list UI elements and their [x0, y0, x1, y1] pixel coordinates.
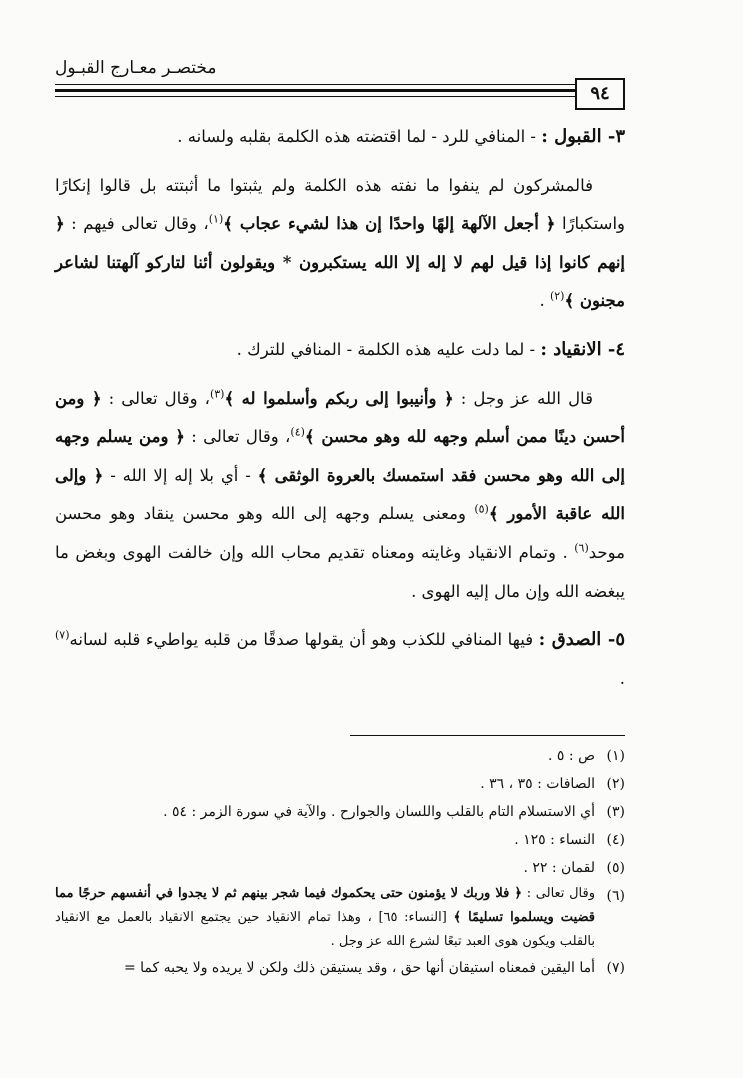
footnote-number: (٣) [606, 804, 625, 820]
footnote-6-text-b: ، وهذا تمام الانقياد حين يجتمع الانقياد بالعمل مع الانقياد بالقلب ويكون هوى العبد تبعًا لشرع الله عز وجل . [55, 910, 595, 949]
footnote-5 [55, 854, 625, 882]
footnotes [55, 742, 625, 982]
book-title: مختصـر معـارج القبـول [55, 58, 217, 78]
item-5-heading: ٥- الصدق : [538, 629, 625, 651]
item-4-heading: ٤- الانقياد : [540, 338, 625, 360]
footnote-6 [55, 882, 625, 954]
footnote-3 [55, 798, 625, 826]
paragraph-2-text-2: ، وقال تعالى : [101, 388, 210, 408]
paragraph-2-text-3: ، وقال تعالى : [184, 427, 291, 447]
footnote-text: الصافات : ٣٥ ، ٣٦ . [480, 776, 595, 792]
quran-verse: ﴿ إنهم كانوا إذا قيل لهم لا إله إلا الله يستكبرون * ويقولون أئنا لتاركو آلهتنا لشاعر مجنون ﴾ [55, 214, 625, 311]
footnote-text [55, 882, 595, 954]
paragraph-2 [55, 380, 625, 612]
footnote-ref: (٦) [574, 541, 589, 555]
footnote-ref: (٧) [55, 628, 70, 642]
footnote-ref: (٤) [290, 425, 305, 439]
paragraph-2-text-5: ومعنى يسلم وجهه إلى الله وهو محسن ينقاد وهو محسن موحد [55, 504, 625, 562]
item-5-text: فيها المنافي للكذب وهو أن يقولها صدقًا من قلبه يواطيء قلبه لسانه [69, 630, 539, 650]
footnote-number: (٥) [606, 860, 625, 876]
item-3 [55, 118, 625, 157]
footnote-ref: (٢) [549, 289, 565, 303]
footnote-number: (٧) [606, 960, 625, 976]
footnote-text: أما اليقين فمعناه استيقان أنها حق ، وقد يستيقن ذلك ولكن لا يريده ولا يحبه كما = [123, 960, 595, 976]
main-text [55, 118, 625, 698]
footnote-ref: (١) [208, 212, 224, 226]
footnote-text: أي الاستسلام التام بالقلب واللسان والجوارح . والآية في سورة الزمر : ٥٤ . [163, 804, 595, 820]
quran-verse: ﴿ أجعل الآلهة إلهًا واحدًا إن هذا لشيء عجاب ﴾ [223, 214, 556, 234]
item-3-text: - المنافي للرد - لما اقتضته هذه الكلمة بقلبه ولسانه . [177, 127, 542, 146]
quran-verse: ﴿ ومن يسلم وجهه إلى الله وهو محسن فقد استمسك بالعروة الوثقى ﴾ [55, 427, 625, 485]
paragraph-2-text: قال الله عز وجل : [453, 388, 593, 408]
quran-verse: ﴿ فلا وربك لا يؤمنون حتى يحكموك فيما شجر بينهم ثم لا يجدوا في أنفسهم حرجًا مما قضيت ويسلموا تسليمًا ﴾ [55, 886, 595, 925]
footnote-text: لقمان : ٢٢ . [523, 860, 595, 876]
header-rule-thin [55, 84, 625, 85]
page-header [55, 58, 625, 108]
quran-verse: ﴿ وأنيبوا إلى ربكم وأسلموا له ﴾ [224, 388, 454, 408]
footnote-ref: (٥) [474, 502, 489, 516]
footnote-7 [55, 954, 625, 982]
paragraph-1 [55, 167, 625, 321]
footnote-number: (٤) [606, 832, 625, 848]
footnote-separator [350, 735, 625, 736]
item-4-text: - لما دلت عليه هذه الكلمة - المنافي للترك . [236, 339, 541, 359]
paragraph-1-end: . [539, 291, 550, 311]
footnote-number: (٢) [606, 776, 625, 792]
surah-reference: [النساء: ٦٥] [371, 910, 454, 925]
page-number: ٩٤ [575, 78, 625, 110]
footnote-6-text-a: وقال تعالى : [522, 886, 595, 901]
quran-verse: ﴿ ومن أحسن دينًا ممن أسلم وجهه لله وهو محسن ﴾ [55, 388, 625, 447]
item-3-heading: ٣- القبول : [541, 126, 625, 147]
item-5-end: . [619, 668, 625, 688]
footnote-2 [55, 770, 625, 798]
header-rule-thick [55, 89, 625, 92]
footnote-4 [55, 826, 625, 854]
footnote-text: النساء : ١٢٥ . [514, 832, 595, 848]
paragraph-1-text-2: ، وقال تعالى فيهم : [64, 214, 209, 234]
footnote-ref: (٣) [209, 387, 225, 401]
item-5 [55, 621, 625, 698]
quran-verse: ﴿ وإلى الله عاقبة الأمور ﴾ [55, 465, 626, 524]
paragraph-2-text-6: . وتمام الانقياد وغايته ومعناه تقديم محاب الله وإن خالفت الهوى وبغض ما يبغضه الله وإن مال إليه الهوى . [55, 542, 625, 601]
header-rule-thin-lower [55, 96, 625, 97]
paragraph-1-text: فالمشركون لم ينفوا ما نفته هذه الكلمة ولم يثبتوا ما أثبتته بل قالوا إنكارًا واستكبارًا [55, 175, 626, 234]
item-4 [55, 331, 625, 370]
footnote-text: ص : ٥ . [548, 748, 595, 764]
paragraph-2-text-4: - أي بلا إله إلا الله - [103, 465, 258, 485]
footnote-1 [55, 742, 625, 770]
footnote-number: (٦) [606, 888, 625, 904]
footnote-number: (١) [606, 748, 625, 764]
